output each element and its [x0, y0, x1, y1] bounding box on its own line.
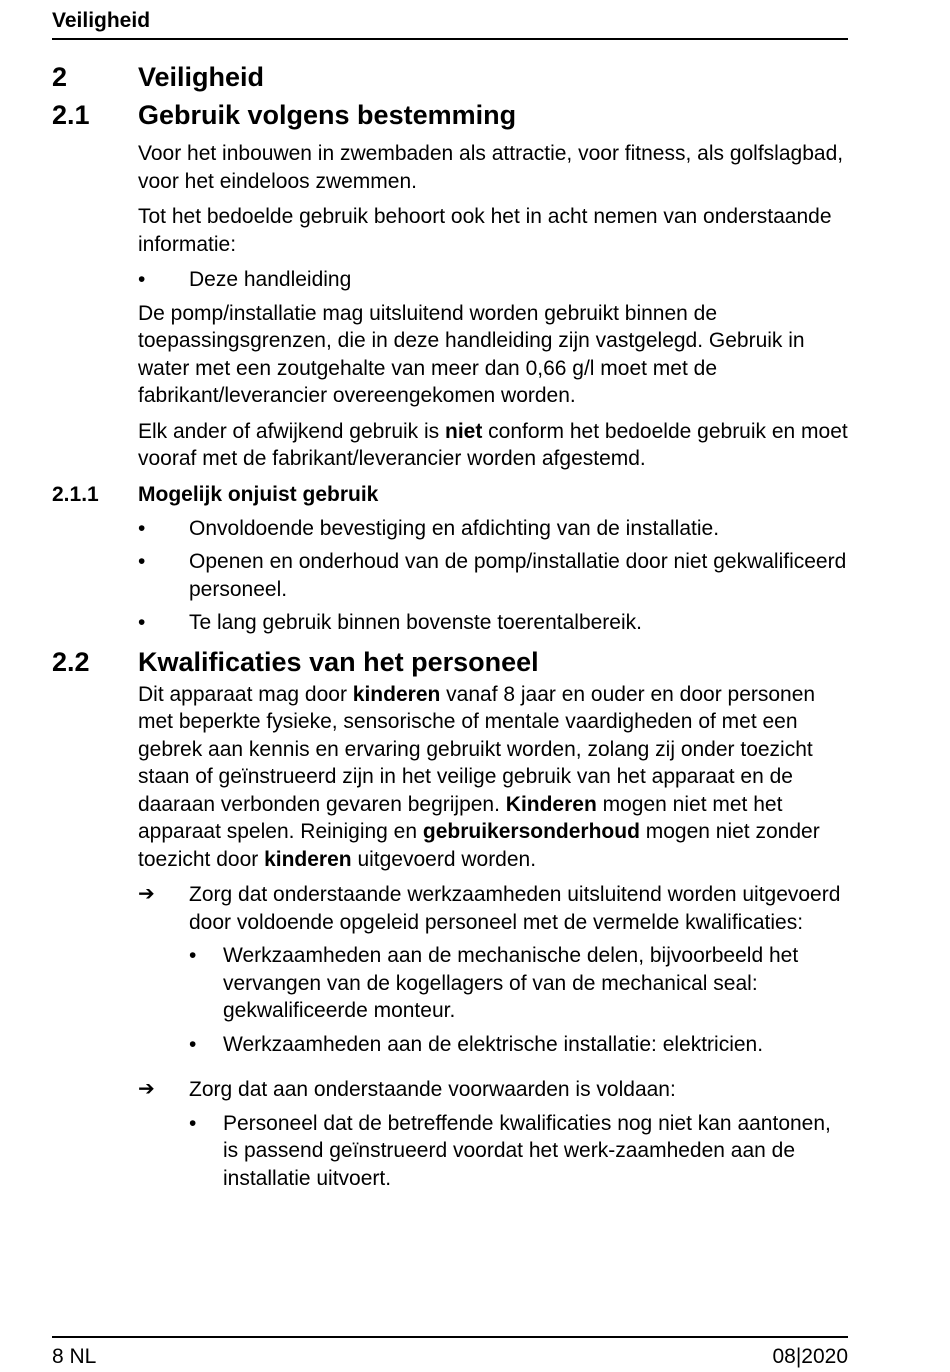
list-item-text: Werkzaamheden aan de mechanische delen, bijvoorbeeld het vervangen van de kogellagers of van de mechanical seal: gekwalificeerde monteur. — [223, 944, 799, 1022]
paragraph-text: mogen niet zonder toezicht door — [138, 820, 820, 871]
list-item-text: Onvoldoende bevestiging en afdichting van de installatie. — [189, 516, 720, 540]
paragraph-text: conform het bedoelde gebruik en moet vooraf met de fabrikant/leverancier worden afgestemd. — [138, 419, 848, 470]
section-2-2-body — [138, 681, 848, 1193]
list-item — [138, 609, 848, 637]
instruction-sublist — [189, 1110, 848, 1193]
section-2-1-1-body — [138, 515, 848, 637]
instruction-text: Zorg dat aan onderstaande voorwaarden is voldaan: — [189, 1078, 676, 1101]
emphasis-text: kinderen — [264, 847, 352, 871]
arrow-right-icon: ➔ — [138, 1078, 155, 1100]
list-item — [138, 266, 848, 294]
list-item-text: Openen en onderhoud van de pomp/installatie door niet gekwalificeerd personeel. — [189, 550, 847, 601]
section-number: 2.1.1 — [52, 482, 99, 506]
emphasis-text: kinderen — [352, 682, 441, 706]
instruction-item — [138, 1076, 848, 1104]
list-item — [189, 1110, 848, 1193]
paragraph-text: mogen niet met het apparaat spelen. Reiniging en — [138, 792, 783, 843]
bullet-icon: • — [138, 516, 146, 540]
section-2-1-body — [138, 140, 848, 473]
section-number: 2 — [52, 62, 68, 92]
heading-section-2-1 — [52, 98, 848, 132]
section-number: 2.1 — [52, 100, 90, 130]
emphasis-text: gebruikersonderhoud — [422, 820, 640, 843]
spacer — [138, 1064, 848, 1076]
paragraph: De pomp/installatie mag uitsluitend worden gebruikt binnen de toepassingsgrenzen, die in deze handleiding zijn vastgelegd. Gebruik in water met een zoutgehalte van meer dan 0,66 g/l moet met de fabrikant/leverancier overeengekomen worden. — [138, 301, 805, 407]
paragraph — [138, 681, 848, 874]
instruction-sublist — [189, 942, 848, 1058]
list-item-text: Deze handleiding — [189, 268, 352, 291]
paragraph-text: vanaf 8 jaar en ouder en door personen met beperkte fysieke, sensorische of mentale vaardigheden of met een gebrek aan kennis en ervaring gebruikt worden, zolang zij onder toezicht staan of geïnstrueerd zijn in het veilige gebruik van het apparaat en de daaraan verbonden gevaren begrijpen. — [138, 682, 816, 816]
section-title: Kwalificaties van het personeel — [138, 646, 539, 677]
emphasis-text: niet — [445, 419, 483, 443]
paragraph-text: Dit apparaat mag door — [138, 682, 353, 706]
section-title: Gebruik volgens bestemming — [138, 100, 517, 130]
instruction-item — [138, 881, 848, 936]
heading-section-2-1-1 — [52, 481, 848, 509]
emphasis-text: Kinderen — [505, 792, 597, 816]
paragraph-text: uitgevoerd worden. — [351, 847, 537, 871]
paragraph-text: Elk ander of afwijkend gebruik is — [138, 419, 445, 443]
paragraph: Tot het bedoelde gebruik behoort ook het in acht nemen van onderstaande informatie: — [138, 205, 832, 256]
bullet-icon: • — [189, 1032, 197, 1056]
paragraph: Voor het inbouwen in zwembaden als attractie, voor fitness, als golfslagbad, voor het eindeloos zwemmen. — [138, 142, 844, 193]
header-title: Veiligheid — [52, 9, 151, 32]
section-title: Veiligheid — [138, 62, 265, 92]
bullet-icon: • — [189, 944, 197, 967]
bullet-icon: • — [138, 550, 146, 573]
section-number: 2.2 — [52, 646, 90, 677]
bullet-icon: • — [189, 1111, 197, 1135]
document-date: 08|2020 — [772, 1345, 848, 1368]
heading-section-2-2 — [52, 645, 848, 679]
instruction-text: Zorg dat onderstaande werkzaamheden uitsluitend worden uitgevoerd door voldoende opgeleid personeel met de vermelde kwalificaties: — [189, 883, 841, 934]
page-content — [52, 60, 848, 1198]
list-item-text: Te lang gebruik binnen bovenste toerentalbereik. — [189, 611, 642, 634]
section-title: Mogelijk onjuist gebruik — [138, 482, 379, 506]
page-footer — [52, 1336, 848, 1372]
page-header — [52, 8, 848, 40]
list-item — [138, 548, 848, 603]
list-item-text: Personeel dat de betreffende kwalificaties nog niet kan aantonen, is passend geïnstrueerd voordat het werk-zaamheden aan de installatie uitvoert. — [223, 1111, 831, 1190]
list-item-text: Werkzaamheden aan de elektrische installatie: elektricien. — [223, 1032, 764, 1056]
list-item — [138, 515, 848, 543]
page-number: 8 NL — [52, 1345, 97, 1368]
heading-section-2 — [52, 60, 848, 94]
arrow-right-icon: ➔ — [138, 883, 155, 905]
list-item — [189, 1031, 848, 1059]
bullet-icon: • — [138, 611, 146, 634]
list-item — [189, 942, 848, 1025]
bullet-icon: • — [138, 268, 146, 291]
paragraph — [138, 418, 848, 473]
